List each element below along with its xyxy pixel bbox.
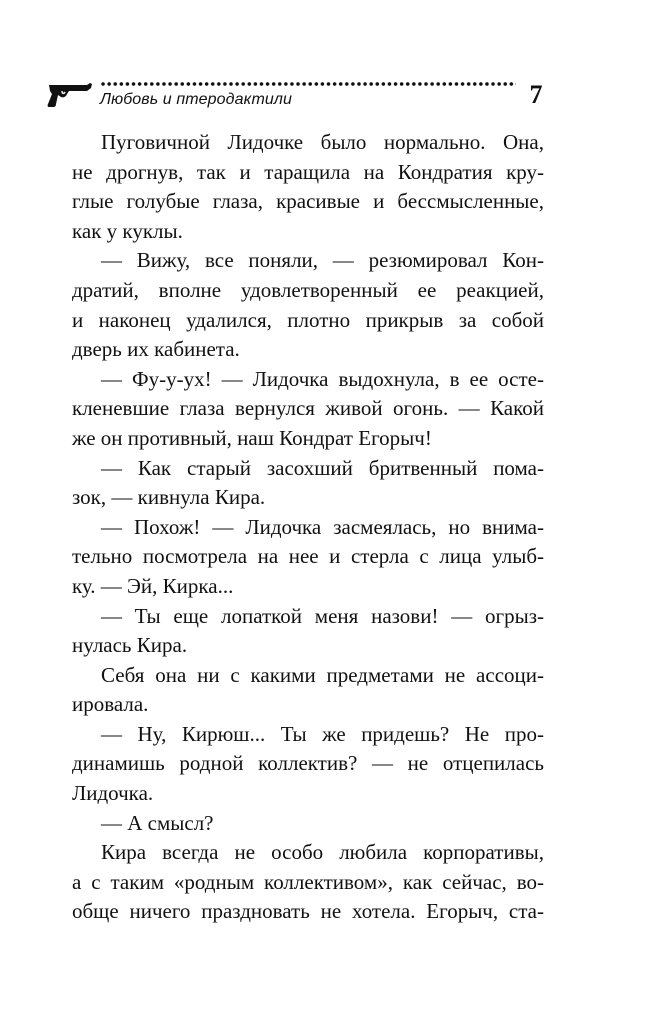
text-line: нулась Кира. xyxy=(72,633,188,658)
text-line: — Похож! — Лидочка засмеялась, но внима- xyxy=(101,514,544,539)
text-line: дверь их кабинета. xyxy=(72,337,240,362)
text-line: зок, — кивнула Кира. xyxy=(72,485,266,510)
text-line: — Фу-у-ух! — Лидочка выдохнула, в ее осте- xyxy=(101,366,544,391)
text-line: Пуговичной Лидочке было нормально. Она, xyxy=(101,130,544,154)
text-line: Кира всегда не особо любила корпоративы, xyxy=(101,840,544,865)
dotted-rule xyxy=(100,80,516,88)
text-line: ировала. xyxy=(72,692,149,717)
text-line: — Как старый засохший бритвенный пома- xyxy=(101,455,544,480)
text-line: глые голубые глаза, красивые и бессмысленные, xyxy=(72,189,544,214)
page-header xyxy=(0,0,662,120)
text-line: — А смысл? xyxy=(101,810,214,835)
text-line: ку. — Эй, Кирка... xyxy=(72,573,234,598)
text-line: тельно посмотрела на нее и стерла с лица улыб- xyxy=(72,544,544,569)
text-line: — Ты еще лопаткой меня назови! — огрыз- xyxy=(101,603,544,628)
text-line: как у куклы. xyxy=(72,218,183,243)
body-text xyxy=(72,128,544,927)
text-line: дратий, вполне удовлетворенный ее реакцией, xyxy=(72,277,544,302)
text-line: динамишь родной коллектив? — не отцепилась xyxy=(72,751,544,776)
text-line: а с таким «родным коллективом», как сейчас, во- xyxy=(72,869,544,894)
text-line: — Ну, Кирюш... Ты же придешь? Не про- xyxy=(101,721,544,746)
running-title: Любовь и птеродактили xyxy=(100,91,293,108)
text-line: обще ничего праздновать не хотела. Егорыч, ста- xyxy=(72,899,544,924)
text-line: — Вижу, все поняли, — резюмировал Кон- xyxy=(101,248,544,273)
text-line: и наконец удалился, плотно прикрыв за собой xyxy=(72,307,544,332)
text-line: же он противный, наш Кондрат Егорыч! xyxy=(72,425,432,450)
text-line: кленевшие глаза вернулся живой огонь. — Какой xyxy=(72,396,544,421)
text-line: Себя она ни с какими предметами не ассоци- xyxy=(101,662,544,687)
revolver-icon xyxy=(47,82,93,108)
page-number: 7 xyxy=(529,80,543,109)
text-line: не дрогнув, так и таращила на Кондратия кру- xyxy=(72,159,544,184)
text-line: Лидочка. xyxy=(72,781,154,806)
